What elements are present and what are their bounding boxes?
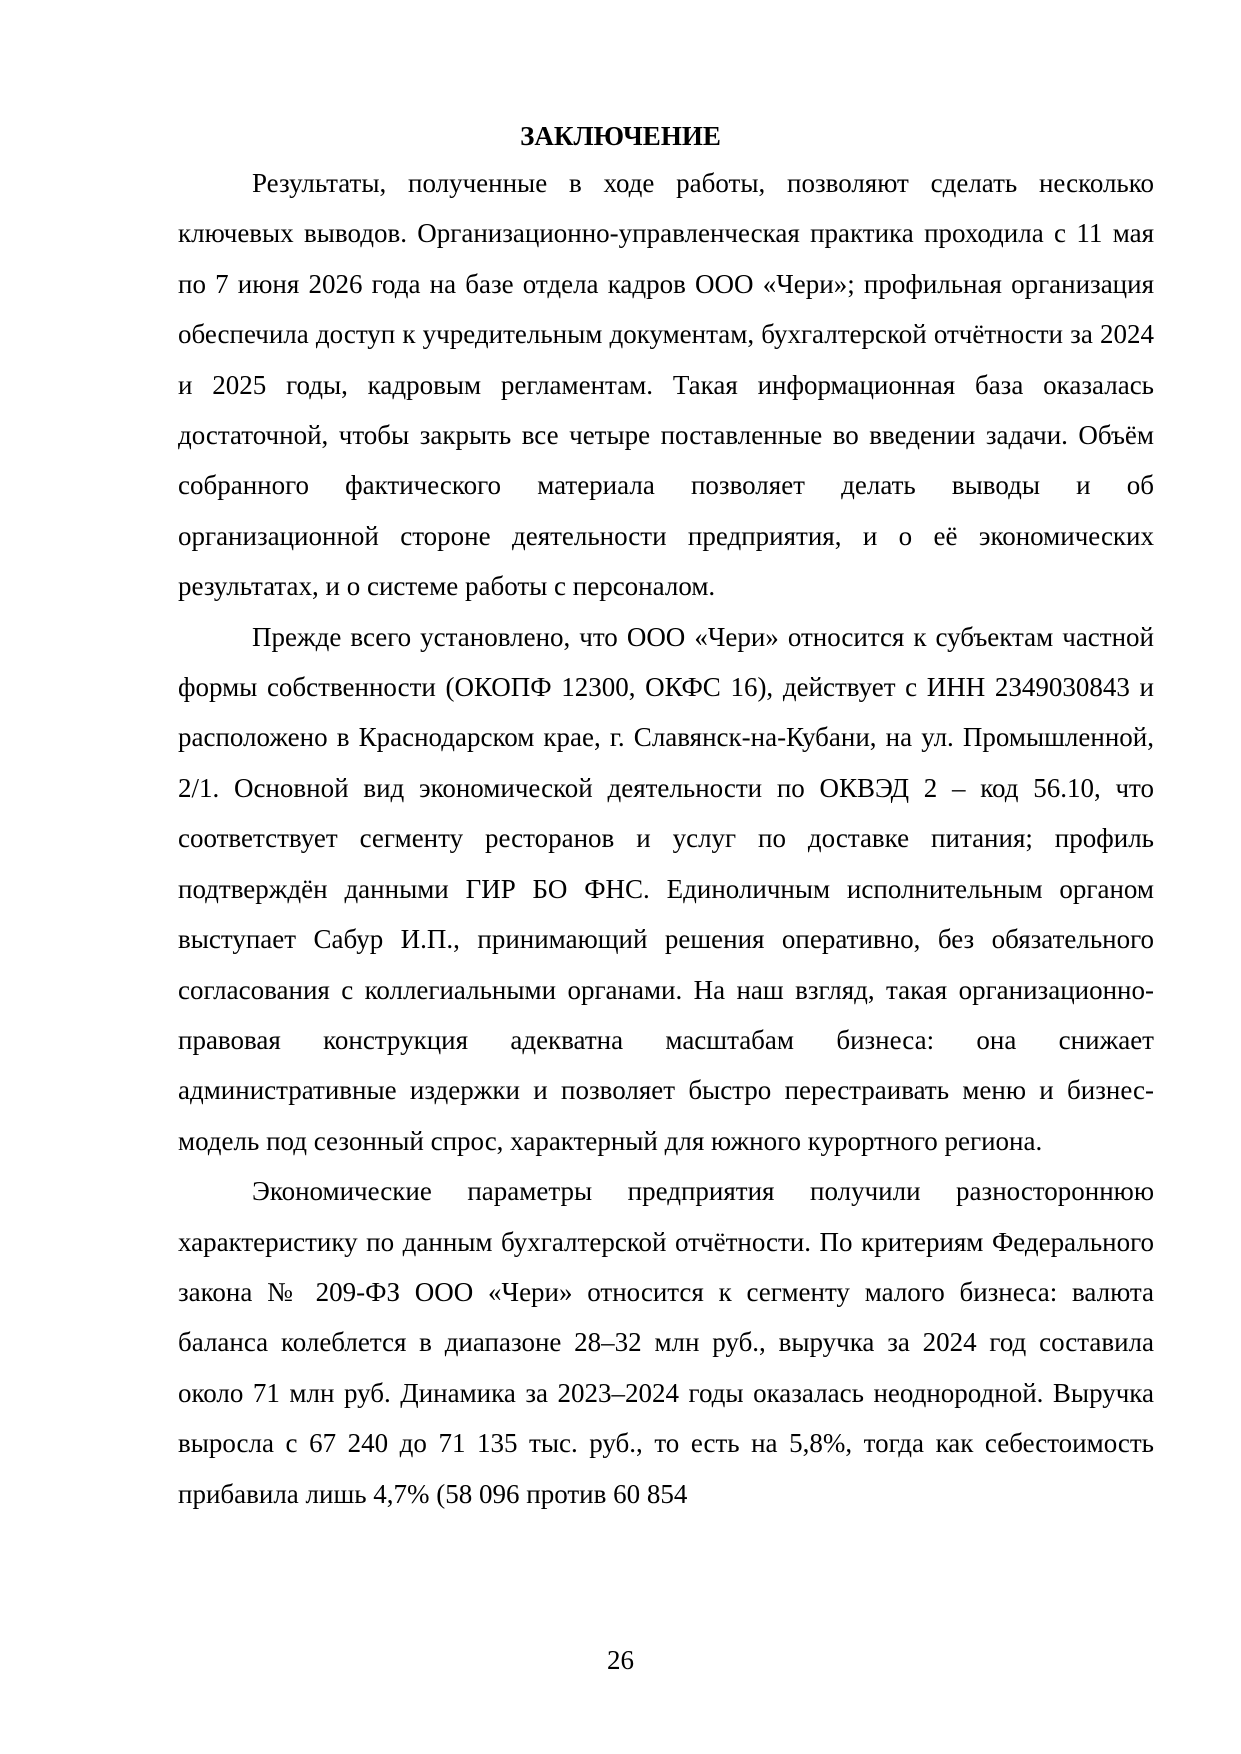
section-heading: ЗАКЛЮЧЕНИЕ <box>520 121 721 151</box>
paragraph-3: Экономические параметры предприятия получили разностороннюю характеристику по данным бухгалтерской отчётности. По критериям Федерального закона № 209-ФЗ ООО «Чери» относится к сегменту малого бизнеса: валюта баланса колеблется в диапазоне 28–32 млн руб., выручка за 2024 год составила около 71 млн руб. Динамика за 2023–2024 годы оказалась неоднородной. Выручка выросла с 67 240 до 71 135 тыс. руб., то есть на 5,8%, тогда как себестоимость прибавила лишь 4,7% (58 096 против 60 854 <box>178 1176 1154 1509</box>
page-number: 26 <box>607 1645 634 1675</box>
body-text <box>178 158 1154 1519</box>
paragraph-2: Прежде всего установлено, что ООО «Чери» относится к субъектам частной формы собственности (ОКОПФ 12300, ОКФС 16), действует с ИНН 2349030843 и расположено в Краснодарском крае, г. Славянск-на-Кубани, на ул. Промышленной, 2/1. Основной вид экономической деятельности по ОКВЭД 2 – код 56.10, что соответствует сегменту ресторанов и услуг по доставке питания; профиль подтверждён данными ГИР БО ФНС. Единоличным исполнительным органом выступает Сабур И.П., принимающий решения оперативно, без обязательного согласования с коллегиальными органами. На наш взгляд, такая организационно-правовая конструкция адекватна масштабам бизнеса: она снижает административные издержки и позволяет быстро перестраивать меню и бизнес-модель под сезонный спрос, характерный для южного курортного региона. <box>178 621 1154 1156</box>
paragraph-1: Результаты, полученные в ходе работы, позволяют сделать несколько ключевых выводов. Организационно-управленческая практика проходила с 11 мая по 7 июня 2026 года на базе отдела кадров ООО «Чери»; профильная организация обеспечила доступ к учредительным документам, бухгалтерской отчётности за 2024 и 2025 годы, кадровым регламентам. Такая информационная база оказалась достаточной, чтобы закрыть все четыре поставленные во введении задачи. Объём собранного фактического материала позволяет делать выводы и об организационной стороне деятельности предприятия, и о её экономических результатах, и о системе работы с персоналом. <box>178 168 1154 602</box>
